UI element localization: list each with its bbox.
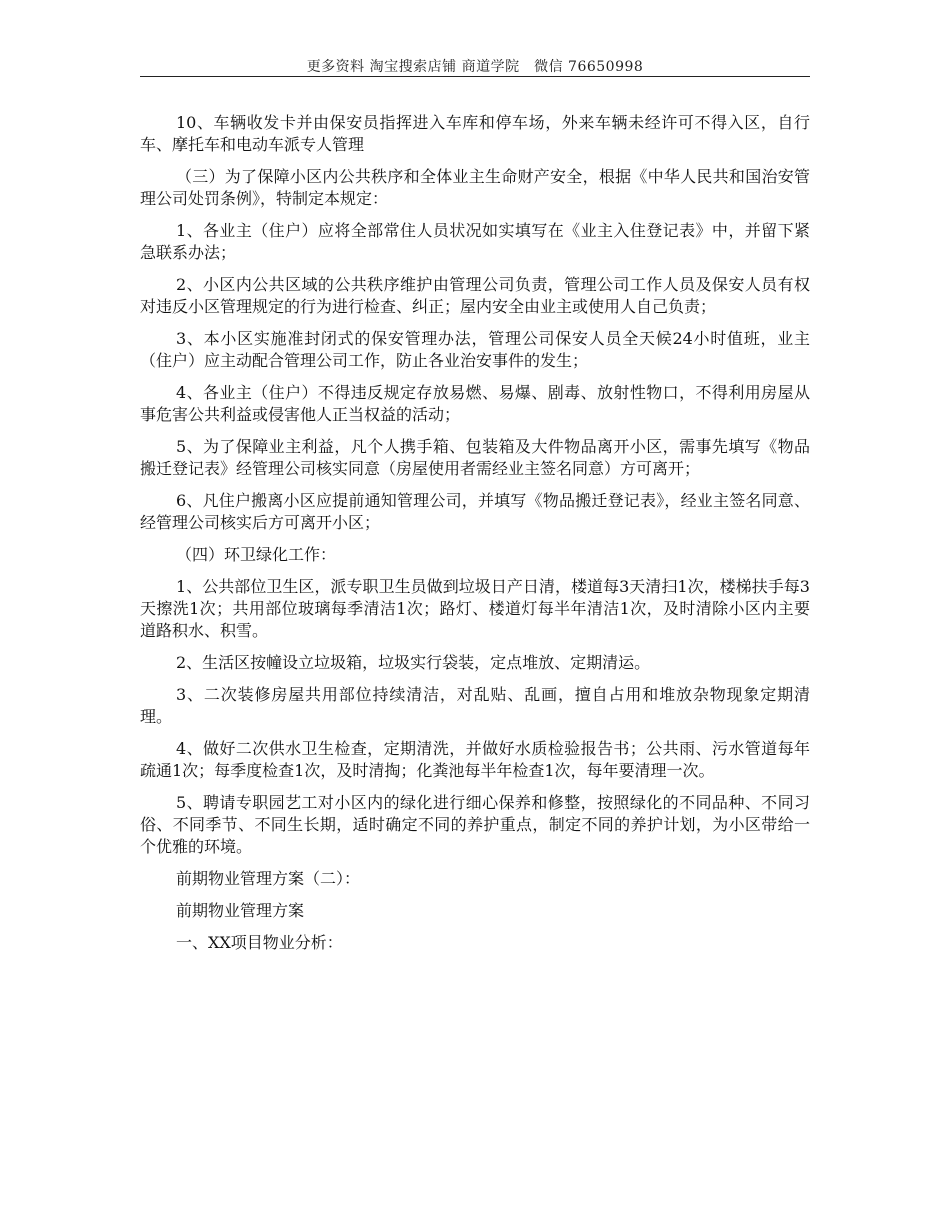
page-header: 更多资料 淘宝搜索店铺 商道学院 微信 76650998 <box>306 59 644 75</box>
paragraph-item-removal: 5、为了保障业主利益，凡个人携手箱、包装箱及大件物品离开小区，需事先填写《物品搬迁登记表》经管理公司核实同意（房屋使用者需经业主签名同意）方可离开； <box>140 437 810 478</box>
paragraph-section-four-heading: （四）环卫绿化工作： <box>176 545 337 564</box>
paragraph-security-duty: 3、本小区实施准封闭式的保安管理办法，管理公司保安人员全天候24小时值班，业主（住户）应主动配合管理公司工作，防止各业治安事件的发生； <box>140 329 810 370</box>
header-divider <box>140 76 810 77</box>
paragraph-landscaping: 5、聘请专职园艺工对小区内的绿化进行细心保养和修整，按照绿化的不同品种、不同习俗、不同季节、不同生长期，适时确定不同的养护重点，制定不同的养护计划，为小区带给一个优雅的环境。 <box>140 793 810 856</box>
paragraph-project-analysis-heading: 一、XX项目物业分析： <box>176 933 343 952</box>
paragraph-resident-registration: 1、各业主（住户）应将全部常住人员状况如实填写在《业主入住登记表》中，并留下紧急联系办法； <box>140 221 810 262</box>
paragraph-sanitation-public-area: 1、公共部位卫生区，派专职卫生员做到垃圾日产日清，楼道每3天清扫1次，楼梯扶手每3天擦洗1次；共用部位玻璃每季清洁1次；路灯、楼道灯每半年清洁1次，及时清除小区内主要道路积水、积雪。 <box>140 577 810 640</box>
paragraph-vehicle-management: 10、车辆收发卡并由保安员指挥进入车库和停车场，外来车辆未经许可不得入区，自行车、摩托车和电动车派专人管理 <box>140 113 810 154</box>
paragraph-garbage-bins: 2、生活区按幢设立垃圾箱，垃圾实行袋装，定点堆放、定期清运。 <box>176 653 651 672</box>
document-body <box>140 112 810 964</box>
paragraph-hazardous-goods: 4、各业主（住户）不得违反规定存放易燃、易爆、剧毒、放射性物口，不得利用房屋从事危害公共利益或侵害他人正当权益的活动； <box>140 383 810 424</box>
paragraph-plan-two-title: 前期物业管理方案（二）： <box>176 869 361 888</box>
paragraph-plan-title: 前期物业管理方案 <box>176 901 305 920</box>
paragraph-public-order: 2、小区内公共区域的公共秩序维护由管理公司负责，管理公司工作人员及保安人员有权对违反小区管理规定的行为进行检查、纠正；屋内安全由业主或使用人自己负责； <box>140 275 810 316</box>
paragraph-moving-out: 6、凡住户搬离小区应提前通知管理公司，并填写《物品搬迁登记表》，经业主签名同意、经管理公司核实后方可离开小区； <box>140 491 810 532</box>
paragraph-section-three-heading: （三）为了保障小区内公共秩序和全体业主生命财产安全，根据《中华人民共和国治安管理公司处罚条例》，特制定本规定： <box>140 167 810 208</box>
paragraph-water-supply: 4、做好二次供水卫生检查，定期清洗，并做好水质检验报告书；公共雨、污水管道每年疏通1次；每季度检查1次，及时清掏；化粪池每半年检查1次，每年要清理一次。 <box>140 739 810 780</box>
paragraph-renovation-cleaning: 3、二次装修房屋共用部位持续清洁，对乱贴、乱画，擅自占用和堆放杂物现象定期清理。 <box>140 685 810 726</box>
